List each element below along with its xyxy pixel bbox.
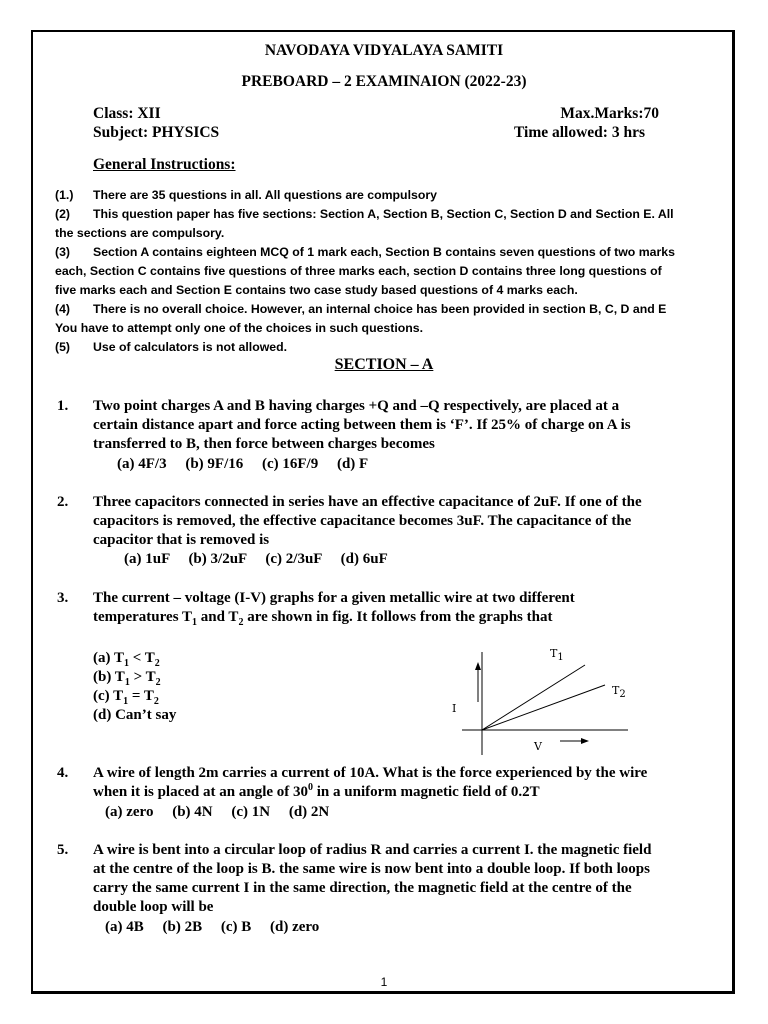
instruction-text: Section A contains eighteen MCQ of 1 mark each, Section B contains seven questions of two marks	[93, 245, 675, 259]
question-text-line: capacitors is removed, the effective capacitance becomes 3uF. The capacitance of the	[93, 513, 632, 529]
subscript: 2	[238, 617, 244, 628]
line-label-t2	[612, 684, 626, 701]
instructions-title: General Instructions:	[93, 156, 236, 173]
instruction-line	[55, 281, 695, 300]
option-text: < T	[128, 650, 155, 666]
subscript: 2	[155, 677, 161, 688]
instruction-text: Use of calculators is not allowed.	[93, 340, 288, 354]
instruction-text: You have to attempt only one of the choices in such questions.	[55, 321, 424, 335]
instruction-line	[55, 205, 695, 224]
page-number: 1	[380, 975, 388, 989]
text-part: in a uniform magnetic field of 0.2T	[313, 784, 540, 800]
question-text-line: Three capacitors connected in series have an effective capacitance of 2uF. If one of the	[93, 494, 642, 510]
time-label: Time allowed: 3 hrs	[513, 124, 645, 141]
option-d: (d) Can’t say	[93, 707, 177, 723]
axis-label-i: I	[452, 702, 457, 715]
instruction-num: (2)	[55, 207, 71, 221]
question-number: 4.	[57, 765, 69, 781]
instruction-line	[55, 186, 695, 205]
subscript: 1	[557, 652, 564, 664]
question-text-line: carry the same current I in the same direction, the magnetic field at the centre of the	[93, 880, 632, 896]
instructions-list	[55, 186, 695, 357]
option-b	[93, 669, 161, 686]
max-marks-label: Max.Marks:70	[560, 105, 659, 122]
instruction-text: the sections are compulsory.	[55, 226, 225, 240]
option-c	[93, 688, 159, 705]
instruction-text: There is no overall choice. However, an internal choice has been provided in section B, C, D and E	[93, 302, 667, 316]
question-options: (a) 1uF (b) 3/2uF (c) 2/3uF (d) 6uF	[124, 551, 388, 567]
arrow-right-icon	[581, 738, 589, 744]
question-options: (a) zero (b) 4N (c) 1N (d) 2N	[105, 804, 330, 820]
instruction-line	[55, 243, 695, 262]
line-label-t1	[550, 647, 564, 664]
instruction-text: This question paper has five sections: Section A, Section B, Section C, Section D and Section E. All	[93, 207, 674, 221]
instruction-line	[55, 319, 695, 338]
text-part: when it is placed at an angle of 30	[93, 784, 309, 800]
instruction-text: There are 35 questions in all. All questions are compulsory	[93, 188, 437, 202]
question-text-line: A wire of length 2m carries a current of 10A. What is the force experienced by the wire	[93, 765, 648, 781]
question-text-line: at the centre of the loop is B. the same wire is now bent into a double loop. If both loops	[93, 861, 650, 877]
instruction-text: five marks each and Section E contains two case study based questions of 4 marks each.	[55, 283, 578, 297]
subscript: 1	[192, 617, 198, 628]
label-text: T	[612, 684, 620, 697]
text-part: and T	[197, 609, 239, 625]
exam-title: PREBOARD – 2 EXAMINAION (2022-23)	[241, 73, 527, 90]
question-options: (a) 4B (b) 2B (c) B (d) zero	[105, 919, 320, 935]
question-text-line: certain distance apart and force acting between them is ‘F’. If 25% of charge on A is	[93, 417, 631, 433]
subscript: 1	[123, 696, 129, 707]
text-part: are shown in fig. It follows from the graphs that	[243, 609, 553, 625]
option-text: = T	[128, 688, 154, 704]
instruction-line	[55, 224, 695, 243]
option-text: (a) T	[93, 650, 124, 666]
question-text-line: The current – voltage (I-V) graphs for a given metallic wire at two different	[93, 590, 575, 606]
axis-label-v: V	[534, 740, 542, 753]
option-text: > T	[129, 669, 156, 685]
subscript: 1	[123, 658, 129, 669]
option-text: (c) T	[93, 688, 124, 704]
question-text-line	[93, 609, 552, 626]
option-text: (b) T	[93, 669, 125, 685]
question-number: 3.	[57, 590, 69, 606]
section-title: SECTION – A	[334, 356, 434, 373]
question-options: (a) 4F/3 (b) 9F/16 (c) 16F/9 (d) F	[117, 456, 369, 472]
question-number: 2.	[57, 494, 69, 510]
org-title: NAVODAYA VIDYALAYA SAMITI	[264, 42, 504, 59]
subscript: 2	[619, 689, 626, 701]
instruction-num: (3)	[55, 245, 71, 259]
instruction-text: each, Section C contains five questions of three marks each, section D contains three long questions of	[55, 264, 662, 278]
subscript: 2	[153, 696, 159, 707]
superscript: 0	[308, 782, 314, 793]
question-number: 5.	[57, 842, 69, 858]
instruction-num: (5)	[55, 340, 71, 354]
question-number: 1.	[57, 398, 69, 414]
subscript: 2	[154, 658, 160, 669]
instruction-num: (4)	[55, 302, 71, 316]
label-text: T	[550, 647, 558, 660]
question-text-line: double loop will be	[93, 899, 214, 915]
instruction-line	[55, 262, 695, 281]
subject-label: Subject: PHYSICS	[93, 124, 220, 141]
text-part: temperatures T	[93, 609, 193, 625]
question-text-line: transferred to B, then force between charges becomes	[93, 436, 435, 452]
instruction-line	[55, 338, 695, 357]
question-text-line: Two point charges A and B having charges +Q and –Q respectively, are placed at a	[93, 398, 620, 414]
subscript: 1	[124, 677, 130, 688]
instruction-num: (1.)	[55, 188, 74, 202]
arrow-up-icon	[475, 662, 481, 670]
option-a	[93, 650, 160, 667]
question-text-line: capacitor that is removed is	[93, 532, 270, 548]
instruction-line	[55, 300, 695, 319]
class-label: Class: XII	[93, 105, 161, 122]
question-text-line	[93, 784, 540, 801]
question-text-line: A wire is bent into a circular loop of radius R and carries a current I. the magnetic field	[93, 842, 652, 858]
